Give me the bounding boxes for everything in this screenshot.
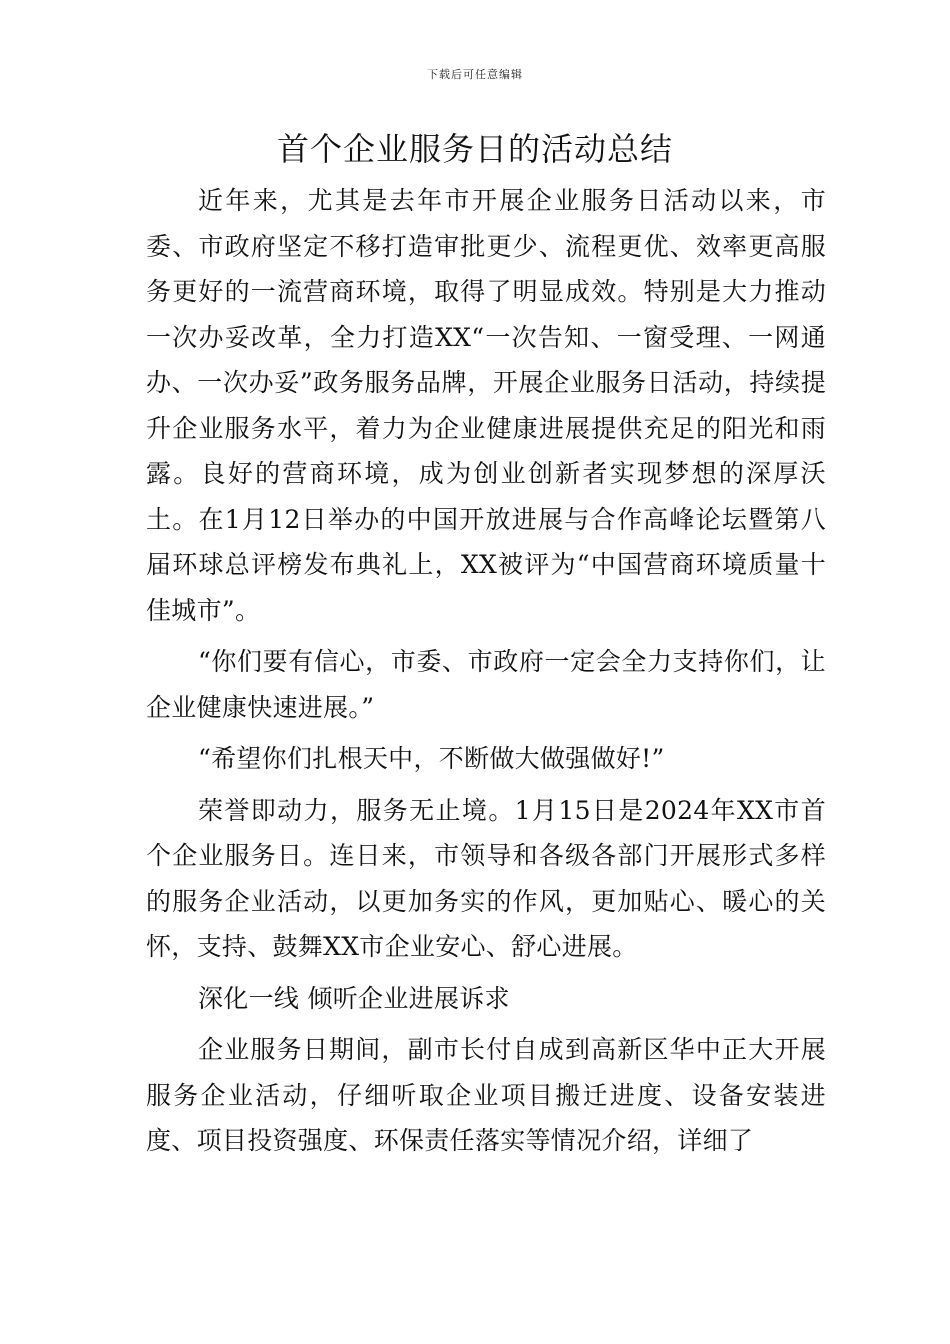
document-body	[146, 178, 826, 1170]
header-note: 下载后可任意编辑	[427, 68, 523, 81]
document-title: 首个企业服务日的活动总结	[276, 130, 673, 168]
paragraph-4: 荣誉即动力，服务无止境。1月15日是2024年XX市首个企业服务日。连日来，市领导和各级各部门开展形式多样的服务企业活动，以更加务实的作风，更加贴心、暖心的关怀，支持、鼓舞XX市企业安心、舒心进展。	[146, 795, 826, 961]
paragraph-2: “你们要有信心，市委、市政府一定会全力支持你们，让企业健康快速进展。”	[146, 647, 826, 722]
paragraph-5: 企业服务日期间，副市长付自成到高新区华中正大开展服务企业活动，仔细听取企业项目搬迁进度、设备安装进度、项目投资强度、环保责任落实等情况介绍，详细了	[146, 1035, 826, 1155]
section-heading: 深化一线 倾听企业进展诉求	[198, 983, 510, 1013]
paragraph-1: 近年来，尤其是去年市开展企业服务日活动以来，市委、市政府坚定不移打造审批更少、流程更优、效率更高服务更好的一流营商环境，取得了明显成效。特别是大力推动一次办妥改革，全力打造XX“一次告知、一窗受理、一网通办、一次办妥”政务服务品牌，开展企业服务日活动，持续提升企业服务水平，着力为企业健康进展提供充足的阳光和雨露。良好的营商环境，成为创业创新者实现梦想的深厚沃土。在1月12日举办的中国开放进展与合作高峰论坛暨第八届环球总评榜发布典礼上，XX被评为“中国营商环境质量十佳城市”。	[146, 186, 826, 625]
paragraph-3: “希望你们扎根天中，不断做大做强做好!”	[198, 744, 665, 773]
